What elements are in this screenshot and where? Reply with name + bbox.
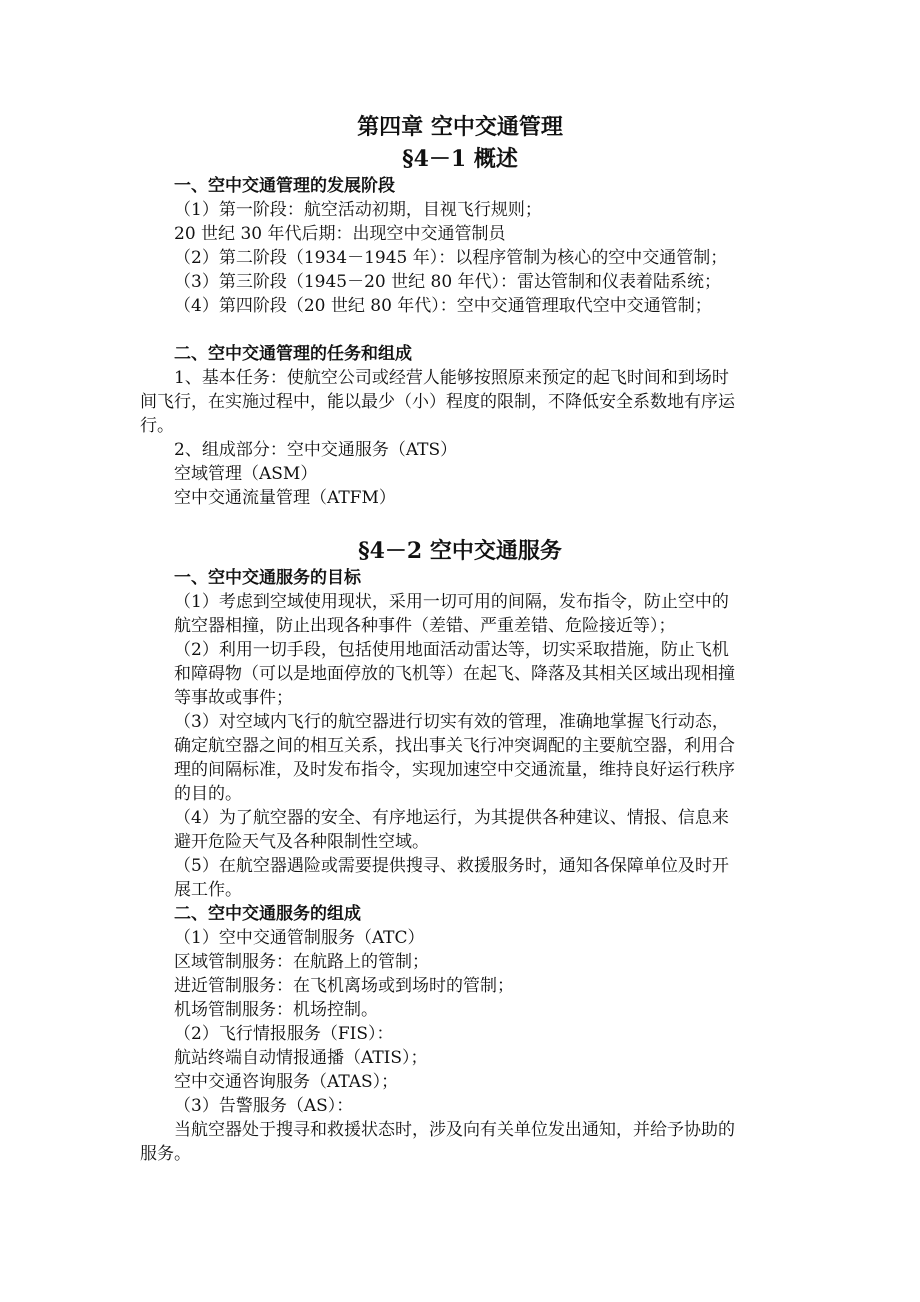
text-line: 的目的。 (174, 784, 242, 804)
text-line: 空域管理（ASM） (174, 464, 318, 484)
text-line: （3）对空域内飞行的航空器进行切实有效的管理，准确地掌握飞行动态， (174, 712, 729, 732)
text-line: （5）在航空器遇险或需要提供搜寻、救援服务时，通知各保障单位及时开 (174, 856, 729, 876)
text-line: 空中交通咨询服务（ATAS）； (174, 1072, 399, 1092)
text-line: 航站终端自动情报通播（ATIS）； (174, 1048, 428, 1068)
text-line: （1）空中交通管制服务（ATC） (174, 928, 425, 948)
text-line: （2）利用一切手段，包括使用地面活动雷达等，切实采取措施，防止飞机 (174, 640, 729, 660)
text-line: （2）第二阶段（1934－1945 年）：以程序管制为核心的空中交通管制； (174, 248, 728, 268)
heading-service-objectives: 一、空中交通服务的目标 (174, 568, 361, 588)
text-line: 进近管制服务：在飞机离场或到场时的管制； (174, 976, 514, 996)
text-line: 和障碍物（可以是地面停放的飞机等）在起飞、降落及其相关区域出现相撞 (174, 664, 735, 684)
text-line: （1）第一阶段：航空活动初期，目视飞行规则； (174, 200, 542, 220)
section-title-4-1: §4－1 概述 (402, 146, 518, 172)
text-line: 服务。 (140, 1144, 191, 1164)
text-line: 行。 (140, 416, 174, 436)
text-line: （4）为了航空器的安全、有序地运行，为其提供各种建议、情报、信息来 (174, 808, 729, 828)
text-line: 机场管制服务：机场控制。 (174, 1000, 378, 1020)
text-line: （2）飞行情报服务（FIS）： (174, 1024, 394, 1044)
text-line: 区域管制服务：在航路上的管制； (174, 952, 429, 972)
text-line: 空中交通流量管理（ATFM） (174, 488, 396, 508)
text-line: 1、基本任务：使航空公司或经营人能够按照原来预定的起飞时间和到场时 (174, 368, 729, 388)
heading-service-composition: 二、空中交通服务的组成 (174, 904, 361, 924)
text-line: 避开危险天气及各种限制性空域。 (174, 832, 429, 852)
text-line: 展工作。 (174, 880, 242, 900)
text-line: 2、组成部分：空中交通服务（ATS） (174, 440, 458, 460)
heading-development-stages: 一、空中交通管理的发展阶段 (174, 176, 395, 196)
text-line: 当航空器处于搜寻和救援状态时，涉及向有关单位发出通知，并给予协助的 (174, 1120, 735, 1140)
text-line: 间飞行，在实施过程中，能以最少（小）程度的限制，不降低安全系数地有序运 (140, 392, 735, 412)
text-line: 确定航空器之间的相互关系，找出事关飞行冲突调配的主要航空器，利用合 (174, 736, 735, 756)
text-line: （1）考虑到空域使用现状，采用一切可用的间隔，发布指令，防止空中的 (174, 592, 729, 612)
section-title-4-2: §4－2 空中交通服务 (358, 538, 562, 564)
heading-tasks-composition: 二、空中交通管理的任务和组成 (174, 344, 412, 364)
text-line: 等事故或事件； (174, 688, 293, 708)
chapter-title: 第四章 空中交通管理 (357, 114, 563, 140)
text-line: （3）告警服务（AS）： (174, 1096, 354, 1116)
text-line: （4）第四阶段（20 世纪 80 年代）：空中交通管理取代空中交通管制； (174, 296, 712, 316)
text-line: 20 世纪 30 年代后期：出现空中交通管制员 (174, 224, 506, 244)
text-line: （3）第三阶段（1945－20 世纪 80 年代）：雷达管制和仪表着陆系统； (174, 272, 722, 292)
text-line: 理的间隔标准，及时发布指令，实现加速空中交通流量，维持良好运行秩序 (174, 760, 735, 780)
text-line: 航空器相撞，防止出现各种事件（差错、严重差错、危险接近等）； (174, 616, 676, 636)
